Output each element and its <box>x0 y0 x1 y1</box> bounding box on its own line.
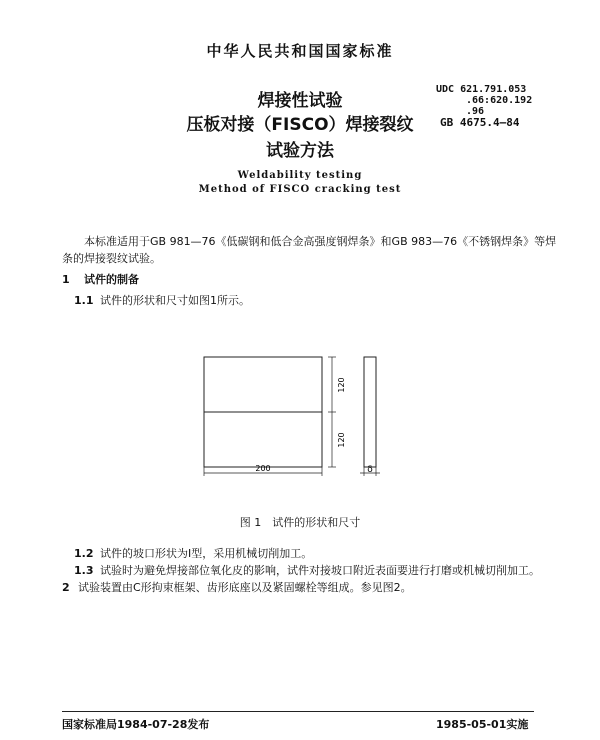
clause-1-2 <box>74 545 312 562</box>
english-title-2: Method of FISCO cracking test <box>198 184 402 195</box>
dimension-thickness: δ <box>367 465 373 475</box>
clause-number: 1.3 <box>74 564 94 577</box>
dimension-upper-height: 120 <box>337 377 346 393</box>
section-title: 试件的制备 <box>84 273 139 286</box>
udc-code-cont-2: .96 <box>466 106 485 117</box>
clause-2 <box>62 579 412 596</box>
clause-number: 2 <box>62 581 70 594</box>
clause-text: 试件的坡口形状为I型，采用机械切削加工。 <box>100 547 313 560</box>
intro-paragraph-line-1: 本标准适用于GB 981—76《低碳钢和低合金高强度钢焊条》和GB 983—76《不锈钢焊条》等焊 <box>84 235 557 248</box>
english-title-1: Weldability testing <box>237 170 363 181</box>
clause-number: 1.1 <box>74 294 94 307</box>
section-1-heading <box>62 271 139 288</box>
clause-number: 1.2 <box>74 547 94 560</box>
clause-1-1 <box>74 292 250 309</box>
standard-header: 中华人民共和国国家标准 <box>206 42 394 60</box>
publish-date: 国家标准局1984-07-28发布 <box>62 718 210 731</box>
figure-1-drawing <box>180 345 400 495</box>
clause-text: 试验时为避免焊接部位氧化皮的影响，试件对接坡口附近表面要进行打磨或机械切削加工。 <box>100 564 540 577</box>
title-line-2: 压板对接（FISCO）焊接裂纹 <box>186 115 414 135</box>
footer-divider <box>62 711 534 712</box>
gb-number: GB 4675.4—84 <box>440 116 520 129</box>
udc-code-cont-1: .66:620.192 <box>466 95 533 106</box>
clause-text: 试验装置由C形拘束框架、齿形底座以及紧固螺栓等组成。参见图2。 <box>78 581 412 594</box>
effective-date: 1985-05-01实施 <box>436 718 529 731</box>
title-line-1: 焊接性试验 <box>257 91 343 111</box>
udc-code: UDC 621.791.053 <box>436 84 527 95</box>
section-number: 1 <box>62 273 70 286</box>
clause-text: 试件的形状和尺寸如图1所示。 <box>100 294 250 307</box>
title-line-3: 试验方法 <box>266 141 334 161</box>
figure-1-caption: 图 1 试件的形状和尺寸 <box>239 516 361 529</box>
dimension-lower-height: 120 <box>337 432 346 448</box>
specimen-side-view <box>364 357 376 467</box>
clause-1-3 <box>74 562 540 579</box>
intro-paragraph-line-2: 条的焊接裂纹试验。 <box>62 252 161 265</box>
dimension-width: 200 <box>255 464 271 473</box>
